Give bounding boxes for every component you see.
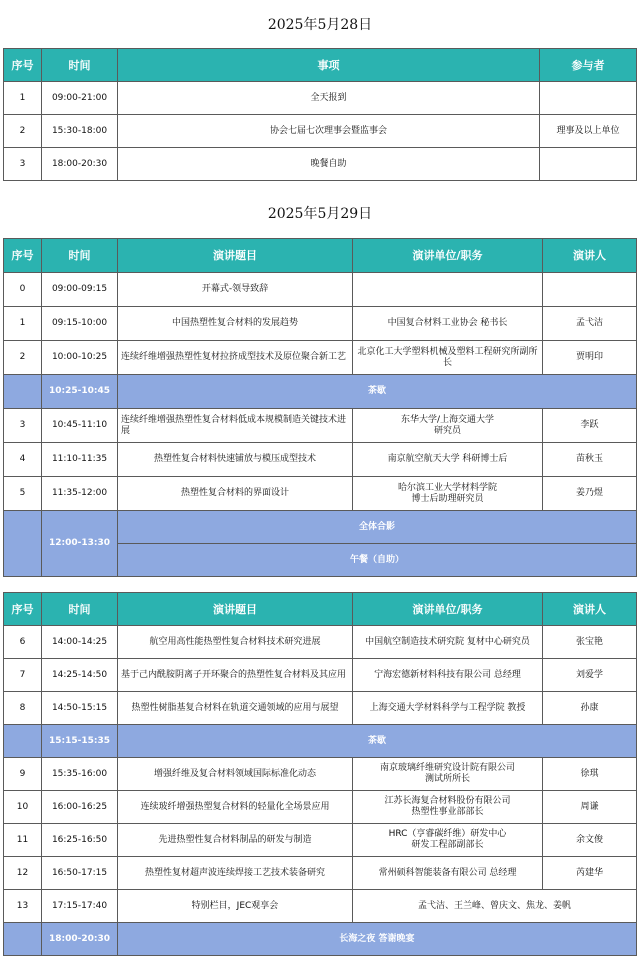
table-row	[4, 273, 637, 307]
row-participants	[540, 148, 637, 181]
row-time: 10:00-10:25	[42, 341, 118, 375]
row-org: 江苏长海复合材料股份有限公司 热塑性事业部部长	[353, 791, 543, 824]
row-speaker: 刘爱学	[543, 659, 637, 692]
row-no: 2	[4, 115, 42, 148]
header-no: 序号	[4, 593, 42, 626]
row-speaker: 余文俊	[543, 824, 637, 857]
row-participants	[540, 82, 637, 115]
row-time: 09:00-09:15	[42, 273, 118, 307]
row-topic: 特别栏目，JEC观享会	[118, 890, 353, 923]
row-topic: 增强纤维及复合材料领域国际标准化动态	[118, 758, 353, 791]
header-no: 序号	[4, 49, 42, 82]
row-speaker: 苗秋玉	[543, 443, 637, 477]
row-no: 4	[4, 443, 42, 477]
row-speaker: 周谦	[543, 791, 637, 824]
table-row	[4, 148, 637, 181]
row-time: 15:15-15:35	[42, 725, 118, 758]
row-no: 1	[4, 82, 42, 115]
row-org: 东华大学/上海交通大学 研究员	[353, 409, 543, 443]
row-org	[353, 273, 543, 307]
lunch-label: 午餐（自助）	[118, 544, 637, 577]
row-no	[4, 725, 42, 758]
tea-break-label: 茶歇	[118, 725, 637, 758]
table-header	[4, 593, 637, 626]
row-no: 12	[4, 857, 42, 890]
row-topic: 热塑性复合材料快速铺放与模压成型技术	[118, 443, 353, 477]
table-row	[4, 659, 637, 692]
header-topic: 演讲题目	[118, 593, 353, 626]
row-no: 6	[4, 626, 42, 659]
row-no: 5	[4, 477, 42, 511]
row-item: 晚餐自助	[118, 148, 540, 181]
row-time: 10:45-11:10	[42, 409, 118, 443]
row-no	[4, 923, 42, 956]
table-row	[4, 626, 637, 659]
day2-morning-table	[3, 238, 637, 577]
row-speaker: 芮建华	[543, 857, 637, 890]
row-topic: 中国热塑性复合材料的发展趋势	[118, 307, 353, 341]
row-time: 15:30-18:00	[42, 115, 118, 148]
day2-title: 2025年5月29日	[267, 206, 373, 222]
table-header	[4, 49, 637, 82]
table-row	[4, 409, 637, 443]
row-no: 3	[4, 409, 42, 443]
row-org: 宁海宏德新材料科技有限公司 总经理	[353, 659, 543, 692]
day1-table	[3, 48, 637, 181]
row-no: 0	[4, 273, 42, 307]
row-org: 中国航空制造技术研究院 复材中心研究员	[353, 626, 543, 659]
header-topic: 演讲题目	[118, 239, 353, 273]
row-topic: 连续纤维增强热塑性复合材料低成本规模制造关键技术进展	[118, 409, 353, 443]
group-photo-label: 全体合影	[118, 511, 637, 544]
lunch-row	[4, 511, 637, 544]
day2-afternoon-table	[3, 592, 637, 956]
row-time: 16:50-17:15	[42, 857, 118, 890]
row-speaker	[543, 273, 637, 307]
row-no	[4, 511, 42, 577]
row-time: 17:15-17:40	[42, 890, 118, 923]
header-item: 事项	[118, 49, 540, 82]
row-topic: 热塑性复材超声波连续焊接工艺技术装备研究	[118, 857, 353, 890]
row-org: 南京航空航天大学 科研博士后	[353, 443, 543, 477]
table-row	[4, 443, 637, 477]
row-no: 3	[4, 148, 42, 181]
row-topic: 热塑性复合材料的界面设计	[118, 477, 353, 511]
row-time: 11:35-12:00	[42, 477, 118, 511]
row-topic: 基于己内酰胺阴离子开环聚合的热塑性复合材料及其应用	[118, 659, 353, 692]
row-topic: 热塑性树脂基复合材料在轨道交通领域的应用与展望	[118, 692, 353, 725]
table-row	[4, 791, 637, 824]
row-topic: 先进热塑性复合材料制品的研发与制造	[118, 824, 353, 857]
row-time: 18:00-20:30	[42, 148, 118, 181]
row-time: 10:25-10:45	[42, 375, 118, 409]
row-topic: 开幕式-领导致辞	[118, 273, 353, 307]
row-org: 北京化工大学塑料机械及塑料工程研究所副所长	[353, 341, 543, 375]
row-time: 16:00-16:25	[42, 791, 118, 824]
table-row	[4, 115, 637, 148]
row-time: 14:25-14:50	[42, 659, 118, 692]
row-speaker: 孙康	[543, 692, 637, 725]
row-speaker: 张宝艳	[543, 626, 637, 659]
row-item: 协会七届七次理事会暨监事会	[118, 115, 540, 148]
table-header	[4, 239, 637, 273]
table-row	[4, 82, 637, 115]
row-org: 中国复合材料工业协会 秘书长	[353, 307, 543, 341]
row-no: 13	[4, 890, 42, 923]
row-speaker: 孟弋洁	[543, 307, 637, 341]
tea-break-label: 茶歇	[118, 375, 637, 409]
row-speaker: 贾明印	[543, 341, 637, 375]
row-no: 1	[4, 307, 42, 341]
header-time: 时间	[42, 593, 118, 626]
tea-break-row	[4, 725, 637, 758]
header-org: 演讲单位/职务	[353, 239, 543, 273]
row-time: 09:00-21:00	[42, 82, 118, 115]
row-time: 11:10-11:35	[42, 443, 118, 477]
header-time: 时间	[42, 239, 118, 273]
row-org: 南京玻璃纤维研究设计院有限公司 测试所所长	[353, 758, 543, 791]
table-row	[4, 341, 637, 375]
row-time: 12:00-13:30	[42, 511, 118, 577]
row-topic: 连续玻纤增强热塑复合材料的轻量化全场景应用	[118, 791, 353, 824]
row-no: 9	[4, 758, 42, 791]
row-org: 常州硕科智能装备有限公司 总经理	[353, 857, 543, 890]
table-row	[4, 758, 637, 791]
header-speaker: 演讲人	[543, 593, 637, 626]
table-row	[4, 307, 637, 341]
table-row	[4, 692, 637, 725]
row-org: 哈尔滨工业大学材料学院 博士后助理研究员	[353, 477, 543, 511]
row-topic: 航空用高性能热塑性复合材料技术研究进展	[118, 626, 353, 659]
row-no: 10	[4, 791, 42, 824]
row-time: 18:00-20:30	[42, 923, 118, 956]
row-speakers: 孟弋洁、王兰峰、曾庆文、焦龙、姜帆	[353, 890, 637, 923]
header-no: 序号	[4, 239, 42, 273]
row-time: 14:50-15:15	[42, 692, 118, 725]
row-time: 14:00-14:25	[42, 626, 118, 659]
tea-break-row	[4, 375, 637, 409]
header-time: 时间	[42, 49, 118, 82]
table-row	[4, 477, 637, 511]
row-org: 上海交通大学材料科学与工程学院 教授	[353, 692, 543, 725]
row-no	[4, 375, 42, 409]
table-row	[4, 857, 637, 890]
row-time: 15:35-16:00	[42, 758, 118, 791]
row-participants: 理事及以上单位	[540, 115, 637, 148]
row-speaker: 李跃	[543, 409, 637, 443]
row-speaker: 姜乃煜	[543, 477, 637, 511]
dinner-row	[4, 923, 637, 956]
row-time: 09:15-10:00	[42, 307, 118, 341]
row-item: 全天报到	[118, 82, 540, 115]
header-org: 演讲单位/职务	[353, 593, 543, 626]
row-speaker: 徐琪	[543, 758, 637, 791]
dinner-label: 长海之夜 答谢晚宴	[118, 923, 637, 956]
header-speaker: 演讲人	[543, 239, 637, 273]
header-participants: 参与者	[540, 49, 637, 82]
table-row	[4, 824, 637, 857]
row-no: 8	[4, 692, 42, 725]
row-topic: 连续纤维增强热塑性复材拉挤成型技术及原位聚合新工艺	[118, 341, 353, 375]
day1-title: 2025年5月28日	[267, 17, 373, 33]
row-org: HRC（亨睿碳纤维）研发中心 研发工程部副部长	[353, 824, 543, 857]
table-row	[4, 890, 637, 923]
row-no: 7	[4, 659, 42, 692]
row-time: 16:25-16:50	[42, 824, 118, 857]
row-no: 11	[4, 824, 42, 857]
row-no: 2	[4, 341, 42, 375]
